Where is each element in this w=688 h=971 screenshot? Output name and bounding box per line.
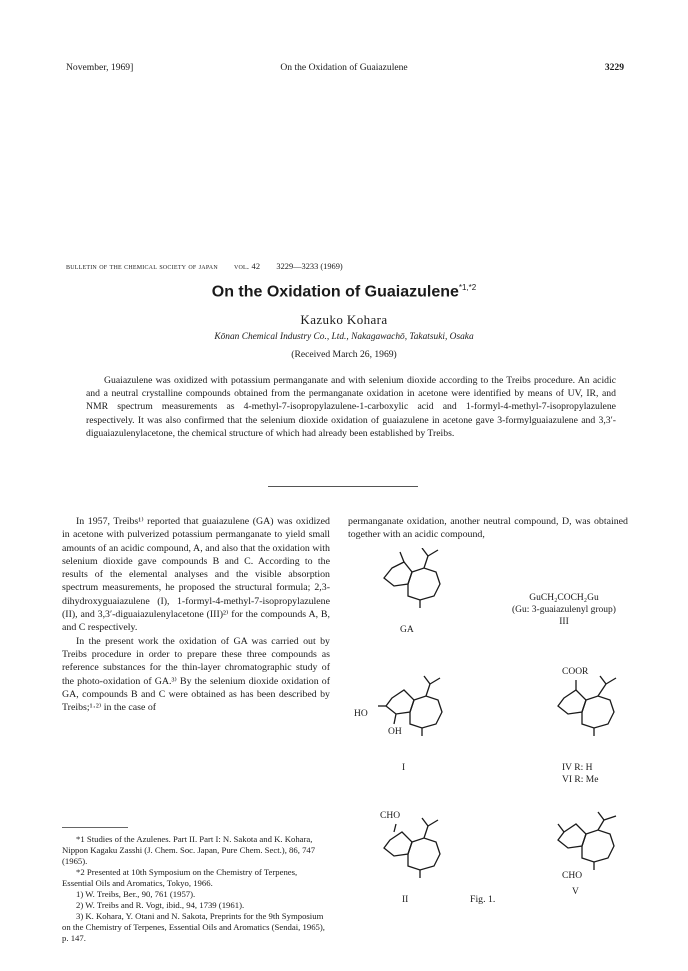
footnote: *1 Studies of the Azulenes. Part II. Part I: N. Sakota and K. Kohara, Nippon Kagaku Zasshi (J. Chem. Soc. Japan, Pure Chem. Sect.), 86, 747 (1965).	[62, 834, 316, 866]
footnote: 1) W. Treibs, Ber., 90, 761 (1957).	[76, 889, 196, 899]
label-iv: IV R: H	[562, 763, 593, 773]
journal-name: bulletin of the chemical society of japan	[66, 262, 218, 271]
footnote: 2) W. Treibs and R. Vogt, ibid., 94, 1739 (1961).	[76, 900, 245, 910]
received-date: (Received March 26, 1969)	[291, 349, 397, 360]
substituent-cho-v: CHO	[562, 871, 583, 881]
figure-caption: Fig. 1.	[470, 894, 496, 905]
author-name: Kazuko Kohara	[300, 312, 388, 327]
footnotes	[62, 834, 330, 944]
structure-v	[558, 812, 616, 870]
substituent-cho: CHO	[380, 811, 401, 821]
journal-citation-line	[66, 262, 626, 271]
label-vi: VI R: Me	[562, 775, 599, 785]
structure-ii	[384, 818, 440, 878]
journal-volume: vol. 42	[233, 262, 261, 271]
journal-pages: 3229—3233 (1969)	[276, 262, 343, 271]
abstract: Guaiazulene was oxidized with potassium permanganate and with selenium dioxide according to the Treibs procedure. An acidic and a neutral crystalline compounds obtained from the permanganate oxidation in acetone were identified by means of UV, IR, and NMR spectrum measurements as 4-methyl-7-isopropylazulene-1-carboxylic acid and 1-formyl-4-methyl-7-isopropylazulene respectively. It was also confirmed that the selenium dioxide oxidation of guaiazulene in acetone gave 3-formylguaiazulene and 3,3′-diguaiazulenylacetone, the chemical structure of which had already been established by Treibs.	[86, 375, 616, 439]
footnote-divider	[62, 827, 128, 828]
body-right-column	[348, 515, 628, 542]
page-number: 3229	[604, 62, 624, 73]
substituent-oh: OH	[388, 727, 402, 737]
label-ii: II	[402, 895, 409, 905]
footnote: 3) K. Kohara, Y. Otani and N. Sakota, Preprints for the 9th Symposium on the Chemistry of Terpenes, Essential Oils and Aromatics (Sendai, 1965), p. 147.	[62, 911, 325, 943]
substituent-coor: COOR	[562, 667, 589, 677]
body-paragraph: In the present work the oxidation of GA was carried out by Treibs procedure in order to prepare these three compounds as reference substances for the thin-layer chromatographic study of the photo-oxidation of GA.³⁾ By the selenium dioxide oxidation of GA, compounds B and C were obtained as has been described by Treibs;¹·²⁾ in the case of	[62, 635, 330, 714]
label-iii: III	[559, 617, 569, 627]
structure-iv-vi	[558, 676, 616, 736]
substituent-ho: HO	[354, 709, 368, 719]
title-footnote-marks: *1,*2	[458, 283, 477, 292]
body-paragraph: In 1957, Treibs¹⁾ reported that guaiazulene (GA) was oxidized in acetone with pulverized potassium permanganate to yield small amounts of an acidic compound, A, and also that the oxidation with selenium dioxide gave compounds B and C. According to the results of the elemental analyses and the visible absorption spectrum measurements, he proposed the structural formula; 2,3-dihydroxyguaiazulene (I), 1-formyl-4-methyl-7-isopropylazulene (II), and 3,3′-diguaiazulenylacetone (III)²⁾ for the compounds A, B, and C respectively.	[62, 516, 330, 634]
structure-ga	[384, 548, 440, 608]
running-head-date: November, 1969]	[66, 62, 134, 73]
formula-iii: GuCH₂COCH₂Gu	[529, 593, 599, 603]
body-left-column	[62, 515, 330, 714]
affiliation: Kōnan Chemical Industry Co., Ltd., Nakagawachō, Takatsuki, Osaka	[214, 332, 474, 342]
body-paragraph: permanganate oxidation, another neutral compound, D, was obtained together with an acidic compound,	[348, 516, 628, 541]
footnote: *2 Presented at 10th Symposium on the Chemistry of Terpenes, Essential Oils and Aromatics, Tokyo, 1966.	[62, 867, 298, 888]
paper-title: On the Oxidation of Guaiazulene$^{*1,*2}$	[211, 283, 477, 301]
figure-1-structures	[340, 548, 640, 908]
label-v: V	[572, 887, 579, 897]
label-i: I	[402, 763, 406, 773]
abstract-divider	[268, 486, 418, 487]
label-ga: GA	[400, 625, 414, 635]
gu-definition: (Gu: 3-guaiazulenyl group)	[512, 605, 616, 615]
running-head-title: On the Oxidation of Guaiazulene	[280, 62, 408, 73]
